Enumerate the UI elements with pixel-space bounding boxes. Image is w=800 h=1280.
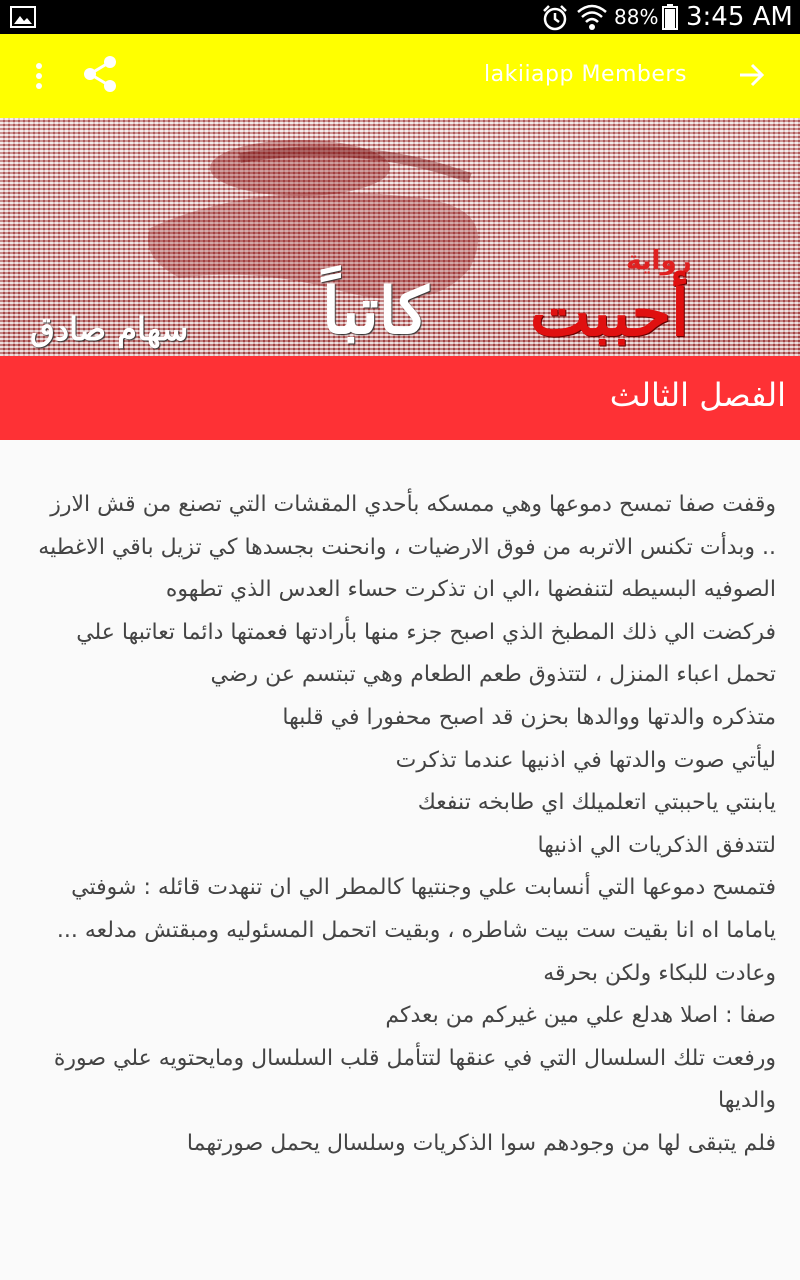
chapter-body (14, 484, 776, 1166)
overflow-menu-icon[interactable] (22, 56, 56, 96)
app-title: lakiiapp Members (484, 62, 687, 87)
forward-arrow-icon[interactable] (734, 58, 768, 92)
status-bar (0, 0, 800, 34)
clock: 3:45 AM (686, 2, 793, 32)
gallery-notification-icon (10, 6, 36, 28)
body-line: يابنتي ياحببتي اتعلميلك اي طابخه تنفعك (417, 790, 776, 816)
body-line: ورفعت تلك السلسال التي في عنقها لتتأمل قلب السلسال ومايحتويه علي صورة (53, 1045, 776, 1071)
body-line: فركضت الي ذلك المطبخ الذي اصبح جزء منها بأرادتها فعمتها دائما تعاتبها علي (76, 619, 776, 645)
chapter-title: الفصل الثالث (609, 376, 786, 414)
body-line: الصوفيه البسيطه لتنفضها ،الي ان تذكرت حساء العدس الذي تطهوه (165, 577, 776, 603)
app-bar (0, 34, 800, 118)
cover-title-white: كاتباً (322, 274, 429, 349)
cover-title-red: أحببت (530, 276, 689, 351)
battery-icon (662, 4, 678, 30)
body-line: ياماما اه انا بقيت ست بيت شاطره ، وبقيت اتحمل المسئوليه ومبقتش مدلعه ... (56, 917, 776, 943)
body-line: والديها (718, 1088, 776, 1114)
body-line: وقفت صفا تمسح دموعها وهي ممسكه بأحدي المقشات التي تصنع من قش الارز (50, 492, 776, 517)
body-line: متذكره والدتها ووالدها بحزن قد اصبح محفورا في قلبها (282, 704, 776, 730)
chapter-header (0, 356, 800, 440)
body-line: تحمل اعباء المنزل ، لتتذوق طعم الطعام وهي تبتسم عن رضي (210, 662, 776, 688)
body-line: لتتدفق الذكريات الي اذنيها (537, 832, 776, 858)
body-line: صفا : اصلا هدلع علي مين غيركم من بعدكم (385, 1003, 776, 1029)
alarm-icon (541, 4, 569, 32)
body-line: ليأتي صوت والدتها في اذنيها عندما تذكرت (395, 747, 776, 773)
cover-author: سهام صادق (30, 310, 189, 348)
battery-percent: 88% (614, 5, 659, 29)
share-icon[interactable] (80, 54, 120, 94)
body-line: وعادت للبكاء ولكن بحرقه (543, 960, 776, 986)
body-line: .. وبدأت تكنس الاتربه من فوق الارضيات ، وانحنت بجسدها كي تزيل باقي الاغطيه (38, 534, 776, 560)
wifi-icon (576, 2, 608, 32)
body-line: فلم يتبقى لها من وجودهم سوا الذكريات وسلسال يحمل صورتهما (186, 1130, 776, 1156)
novel-label: رواية (626, 246, 692, 276)
book-cover-image (0, 118, 800, 356)
body-line: فتمسح دموعها التي أنسابت علي وجنتيها كالمطر الي ان تنهدت قائله : شوفتي (71, 875, 776, 901)
